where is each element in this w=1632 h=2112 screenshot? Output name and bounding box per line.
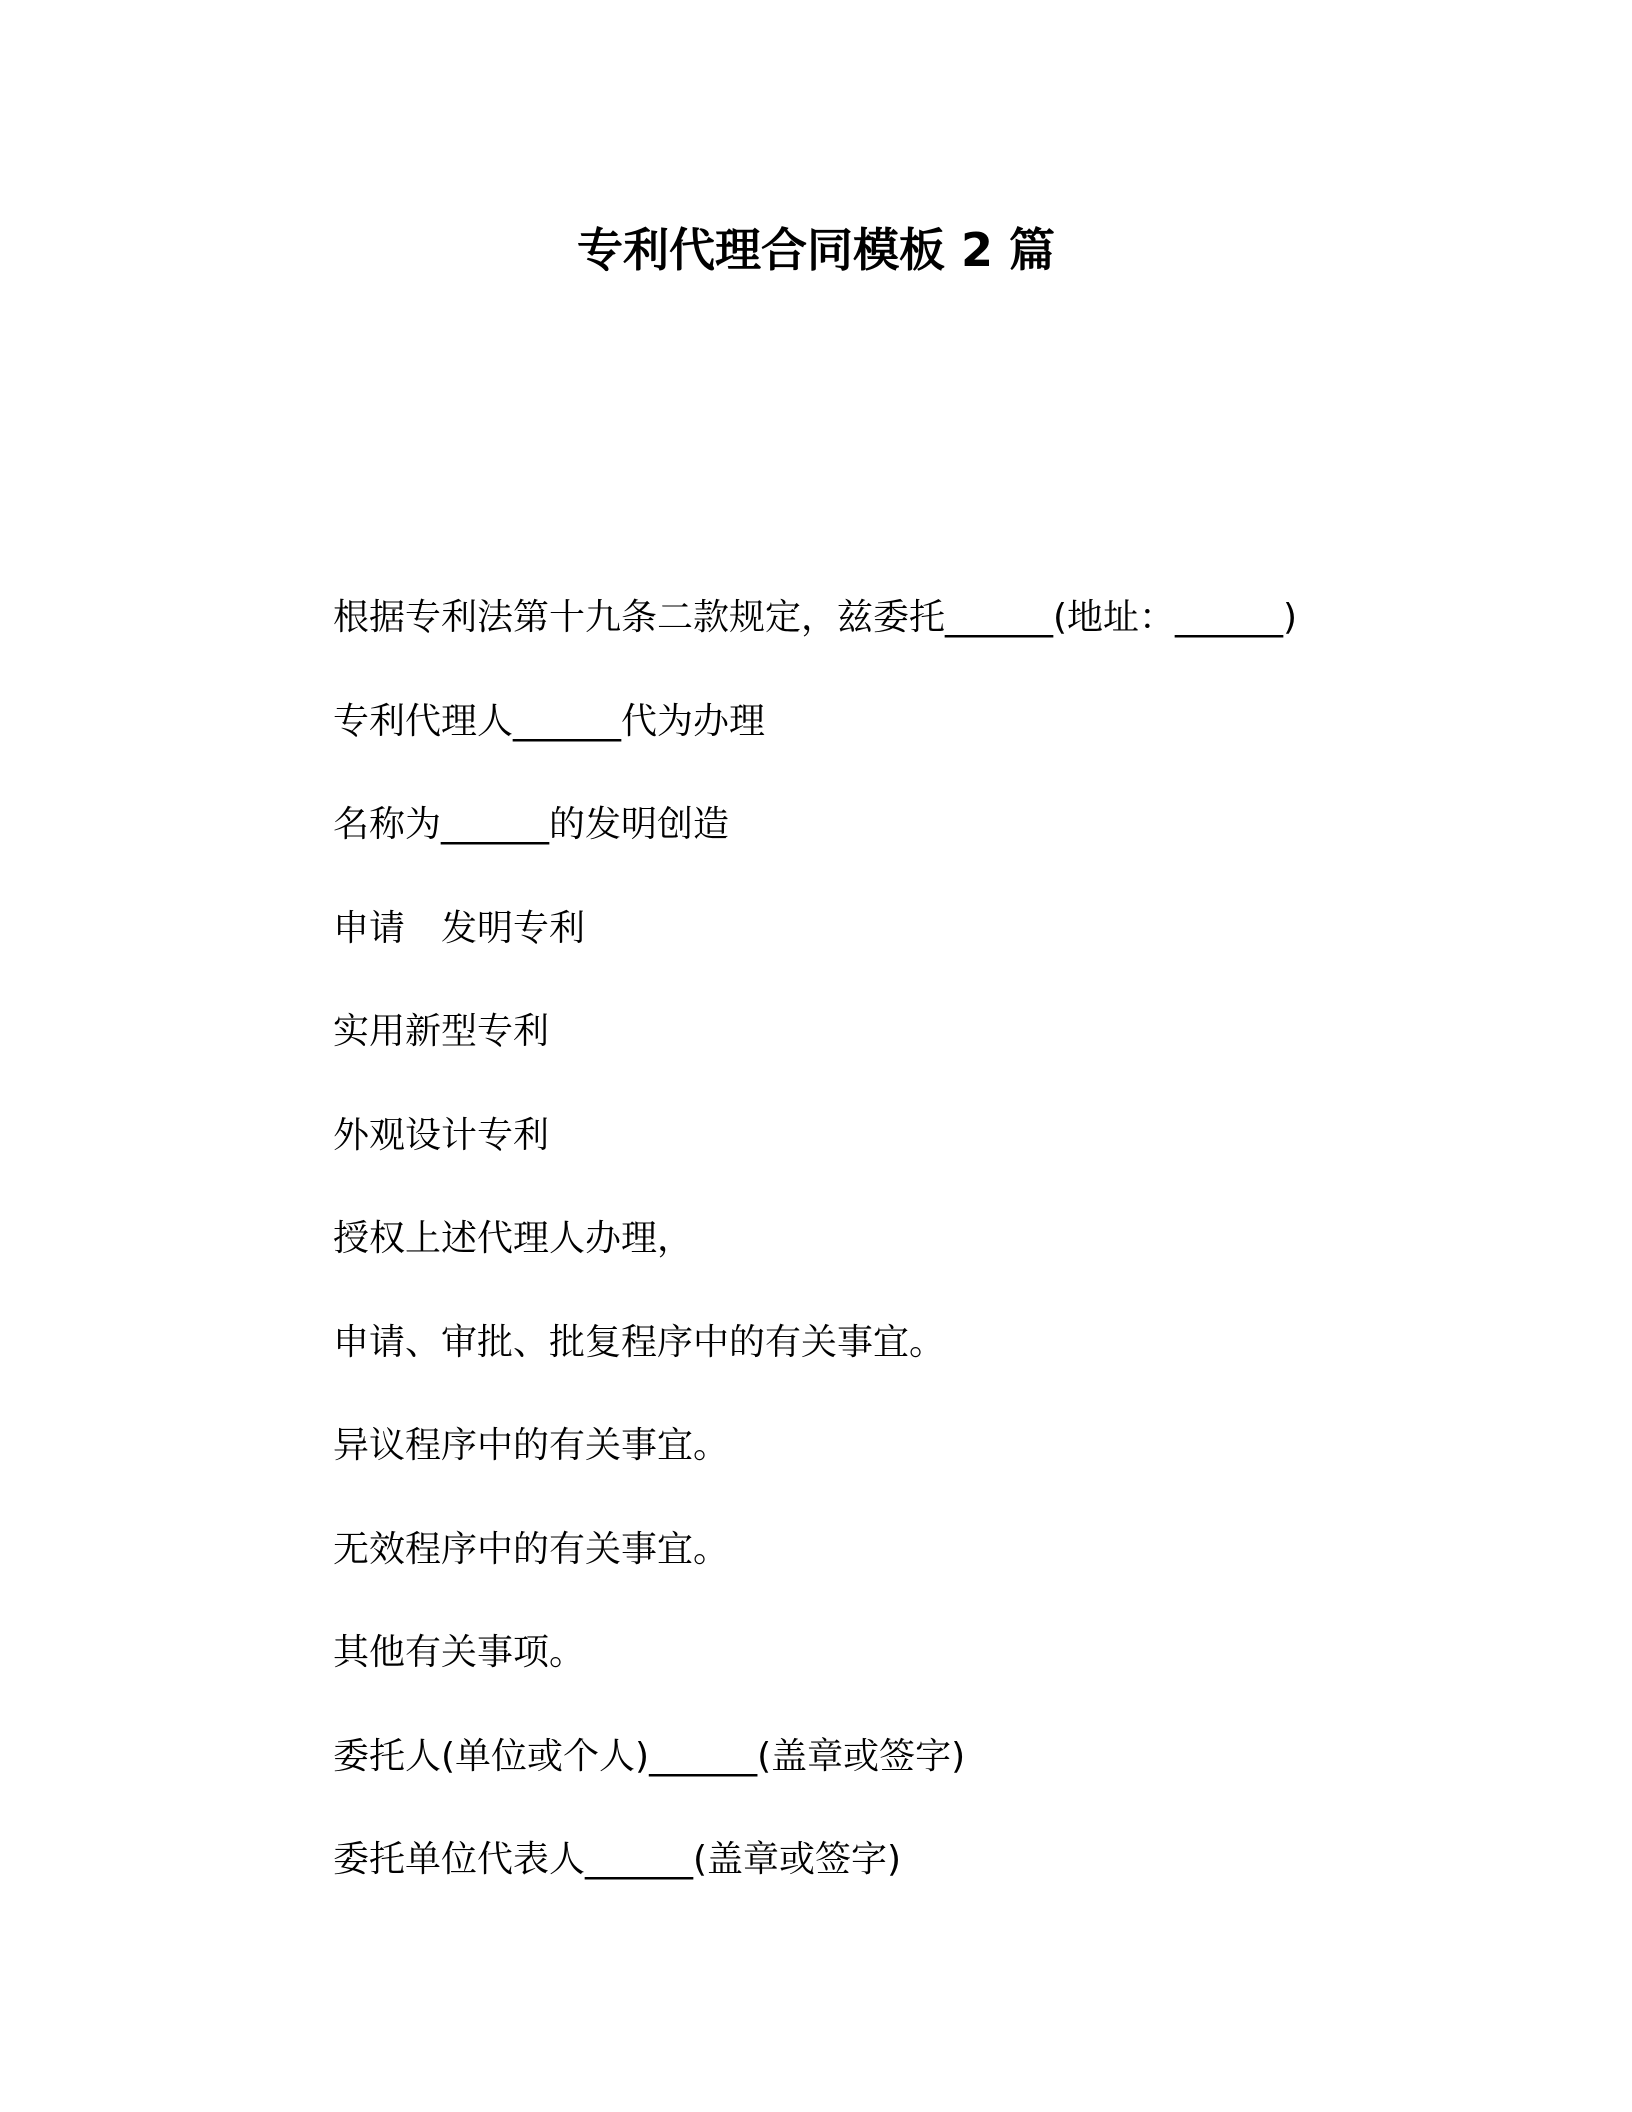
body-line: 异议程序中的有关事宜。 [333, 1425, 730, 1466]
body-line: 申请、审批、批复程序中的有关事宜。 [333, 1321, 946, 1363]
body-line: 申请 发明专利 [333, 907, 586, 949]
body-line: 委托人(单位或个人)______(盖章或签字) [333, 1735, 966, 1777]
body-line: 其他有关事项。 [333, 1632, 586, 1673]
document-body [333, 592, 1483, 1938]
body-line: 专利代理人______代为办理 [333, 700, 766, 742]
body-line: 根据专利法第十九条二款规定，兹委托______(地址：______) [333, 597, 1298, 638]
body-line: 名称为______的发明创造 [333, 804, 730, 845]
body-line: 实用新型专利 [333, 1011, 550, 1052]
body-line: 授权上述代理人办理， [333, 1218, 694, 1259]
body-line: 无效程序中的有关事宜。 [333, 1528, 730, 1570]
body-line: 外观设计专利 [333, 1114, 550, 1156]
document-title: 专利代理合同模板 2 篇 [576, 223, 1056, 277]
body-line: 委托单位代表人______(盖章或签字) [333, 1839, 902, 1880]
